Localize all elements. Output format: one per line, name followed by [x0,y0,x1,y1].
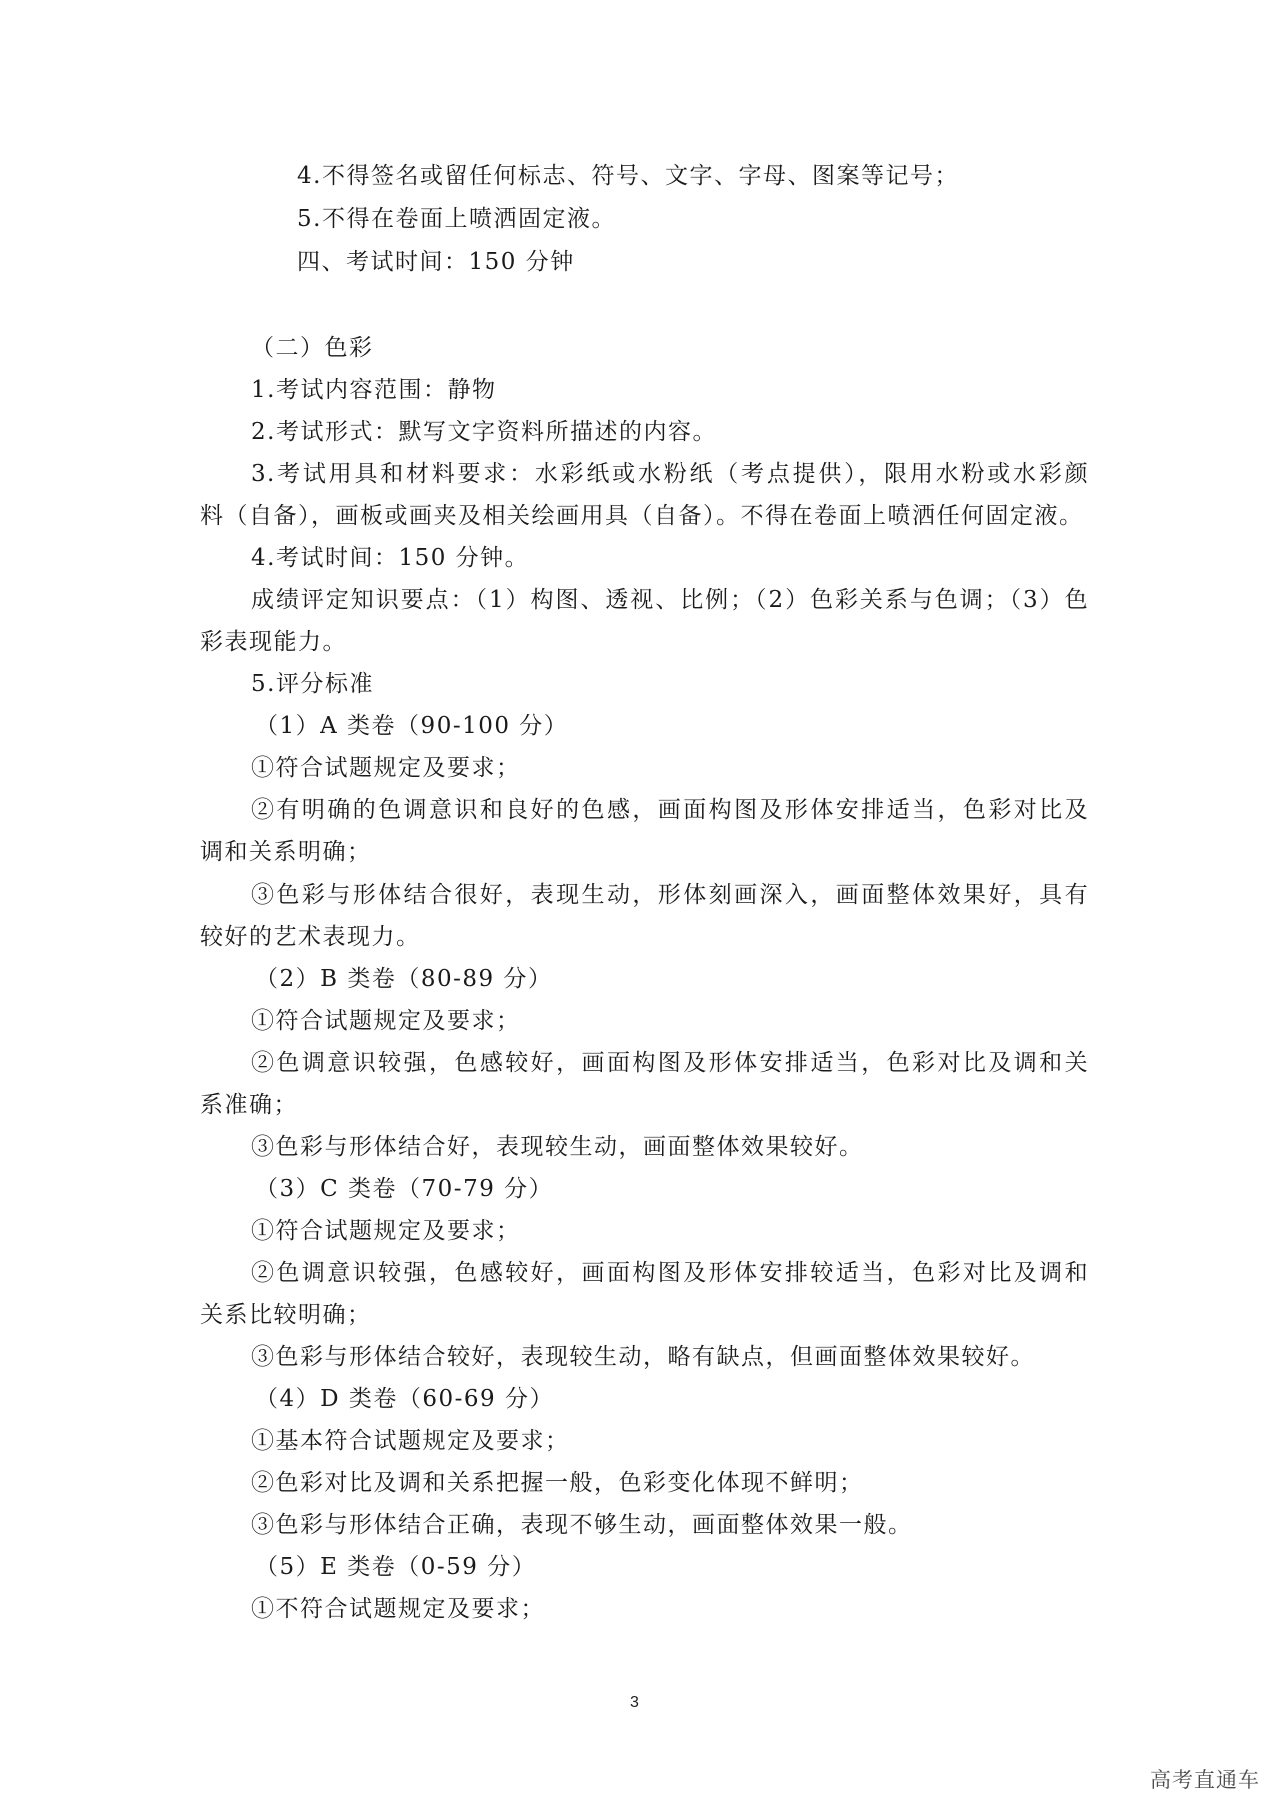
watermark-text: 高考直通车 [1150,1768,1260,1792]
grade-d-criterion-3: ③色彩与形体结合正确，表现不够生动，画面整体效果一般。 [251,1512,913,1538]
color-section-heading: （二）色彩 [251,335,374,361]
grade-a-criterion-3-line-2: 较好的艺术表现力。 [200,924,421,950]
key-points-line-1: 成绩评定知识要点：（1）构图、透视、比例；（2）色彩关系与色调；（3）色 [251,587,1089,613]
grade-c-heading: （3）C 类卷（70-79 分） [255,1176,554,1202]
grade-e-criterion-1: ①不符合试题规定及要求； [251,1596,545,1622]
exam-duration: 4.考试时间：150 分钟。 [251,545,530,571]
grade-b-criterion-2-line-1: ②色调意识较强，色感较好，画面构图及形体安排适当，色彩对比及调和关 [251,1050,1089,1076]
grade-a-criterion-3-line-1: ③色彩与形体结合很好，表现生动，形体刻画深入，画面整体效果好，具有 [251,882,1089,908]
grade-e-heading: （5）E 类卷（0-59 分） [255,1554,537,1580]
rule-item-4: 4.不得签名或留任何标志、符号、文字、字母、图案等记号； [297,163,959,189]
grade-b-criterion-2-line-2: 系准确； [200,1092,298,1118]
grade-b-criterion-3: ③色彩与形体结合好，表现较生动，画面整体效果较好。 [251,1134,864,1160]
page-number: 3 [630,1694,639,1711]
grade-a-criterion-1: ①符合试题规定及要求； [251,755,521,781]
exam-form: 2.考试形式：默写文字资料所描述的内容。 [251,419,717,445]
grade-b-heading: （2）B 类卷（80-89 分） [255,966,553,992]
grade-b-criterion-1: ①符合试题规定及要求； [251,1008,521,1034]
grade-d-criterion-1: ①基本符合试题规定及要求； [251,1428,570,1454]
key-points-line-2: 彩表现能力。 [200,629,347,655]
grade-c-criterion-2-line-2: 关系比较明确； [200,1302,372,1328]
rule-item-5: 5.不得在卷面上喷洒固定液。 [297,206,616,232]
grade-a-criterion-2-line-2: 调和关系明确； [200,839,372,865]
exam-time-heading: 四、考试时间：150 分钟 [297,249,575,275]
grade-d-criterion-2: ②色彩对比及调和关系把握一般，色彩变化体现不鲜明； [251,1470,864,1496]
grading-standard-heading: 5.评分标准 [251,671,374,697]
materials-line-2: 料（自备），画板或画夹及相关绘画用具（自备）。不得在卷面上喷洒任何固定液。 [200,503,1084,529]
exam-scope: 1.考试内容范围：静物 [251,377,497,403]
grade-a-criterion-2-line-1: ②有明确的色调意识和良好的色感，画面构图及形体安排适当，色彩对比及 [251,797,1089,823]
grade-c-criterion-1: ①符合试题规定及要求； [251,1218,521,1244]
grade-d-heading: （4）D 类卷（60-69 分） [255,1386,555,1412]
grade-c-criterion-2-line-1: ②色调意识较强，色感较好，画面构图及形体安排较适当，色彩对比及调和 [251,1260,1089,1286]
grade-c-criterion-3: ③色彩与形体结合较好，表现较生动，略有缺点，但画面整体效果较好。 [251,1344,1035,1370]
grade-a-heading: （1）A 类卷（90-100 分） [255,713,569,739]
materials-line-1: 3.考试用具和材料要求：水彩纸或水粉纸（考点提供），限用水粉或水彩颜 [251,461,1089,487]
